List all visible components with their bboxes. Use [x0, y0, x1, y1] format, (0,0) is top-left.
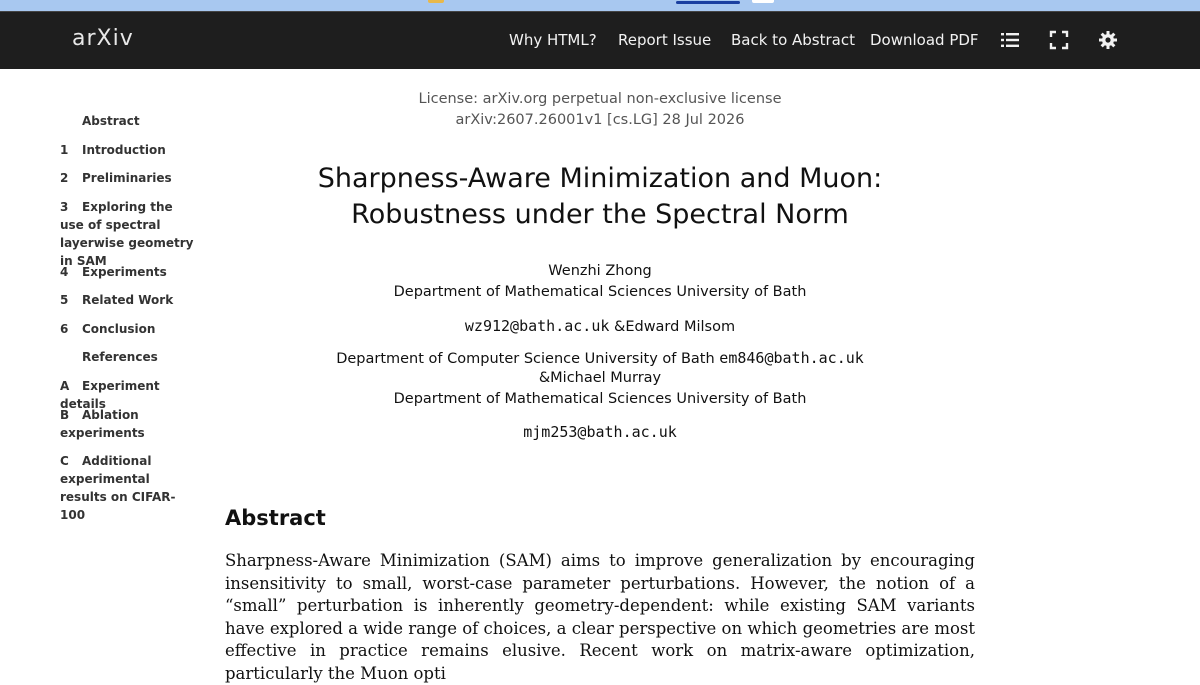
toc-item-spectral-geometry[interactable]	[60, 198, 200, 270]
author2-email[interactable]: em846@bath.ac.uk	[719, 349, 864, 367]
toc-label: Introduction	[82, 143, 166, 157]
author1-name: Wenzhi Zhong	[548, 263, 652, 279]
toc-list-icon[interactable]	[1000, 30, 1020, 50]
title-line-2: Robustness under the Spectral Norm	[351, 199, 849, 230]
toc-label: Related Work	[82, 293, 174, 307]
author1-affiliation: Department of Mathematical Sciences University of Bath	[393, 284, 807, 300]
settings-icon[interactable]	[1098, 30, 1118, 50]
toc-num: 3	[60, 200, 69, 214]
toc-label: Exploring the use of spectral layerwise geometry in SAM	[60, 200, 194, 268]
author1-email-row	[225, 317, 975, 335]
toc-label: Abstract	[82, 114, 140, 128]
toc-num: 4	[60, 265, 69, 279]
abstract-heading: Abstract	[225, 506, 326, 530]
banner-link-underline[interactable]	[676, 1, 740, 4]
toc-item-related-work[interactable]	[60, 291, 200, 309]
toc-item-introduction[interactable]	[60, 141, 200, 159]
license-line[interactable]: License: arXiv.org perpetual non-exclusive license	[418, 91, 782, 107]
author3-name: &Michael Murray	[538, 370, 662, 386]
author1-email[interactable]: wz912@bath.ac.uk	[464, 317, 610, 335]
toc-item-ablation[interactable]	[60, 406, 200, 442]
download-pdf-link[interactable]: Download PDF	[870, 31, 979, 49]
report-issue-link[interactable]: Report Issue	[618, 31, 712, 49]
fullscreen-icon[interactable]	[1049, 30, 1069, 50]
toc-item-references[interactable]	[60, 348, 200, 366]
toc-item-cifar100[interactable]	[60, 452, 200, 524]
toc-label: References	[82, 350, 158, 364]
arxiv-id-line: arXiv:2607.26001v1 [cs.LG] 28 Jul 2026	[455, 112, 745, 128]
toc-item-conclusion[interactable]	[60, 320, 200, 338]
browser-banner	[0, 0, 1200, 11]
toc-num: C	[60, 454, 69, 468]
author2-affiliation-row	[225, 349, 975, 367]
toc-num: B	[60, 408, 70, 422]
toc-item-preliminaries[interactable]	[60, 169, 200, 187]
toc-num: A	[60, 379, 70, 393]
banner-emoji-icon	[428, 0, 444, 3]
toc-label: Ablation experiments	[60, 408, 145, 440]
toc-label: Conclusion	[82, 322, 156, 336]
toc-num: 2	[60, 171, 69, 185]
author3-email[interactable]: mjm253@bath.ac.uk	[523, 423, 677, 441]
toc-label: Additional experimental results on CIFAR-100	[60, 454, 176, 522]
toc-num: 5	[60, 293, 69, 307]
author3-email-row	[225, 423, 975, 441]
title-line-1: Sharpness-Aware Minimization and Muon:	[317, 163, 883, 194]
toc-label: Experiments	[82, 265, 167, 279]
toc-num: 1	[60, 143, 69, 157]
why-html-link[interactable]: Why HTML?	[509, 31, 597, 49]
abstract-text: Sharpness-Aware Minimization (SAM) aims to improve generalization by encouraging insensitivity to small, worst-case parameter perturbations. However, the notion of a “small” perturbation is inherently geometry-dependent: while existing SAM variants have explored a wide range of choices, a clear perspective on which geometries are most effective in practice remains elusive. Recent work on matrix-aware optimization, particularly the Muon opti	[225, 551, 975, 683]
author2-affiliation: Department of Computer Science University of Bath	[336, 351, 715, 367]
paper-title	[225, 161, 975, 233]
top-navbar	[0, 11, 1200, 69]
author2-name: &Edward Milsom	[614, 319, 736, 335]
toc-label: Preliminaries	[82, 171, 172, 185]
toc-item-abstract[interactable]	[60, 112, 200, 130]
back-to-abstract-link[interactable]: Back to Abstract	[731, 31, 855, 49]
arxiv-logo[interactable]	[72, 26, 134, 51]
toc-item-experiments[interactable]	[60, 263, 200, 281]
author3-affiliation: Department of Mathematical Sciences University of Bath	[393, 391, 807, 407]
toc-label: Experiment details	[60, 379, 160, 411]
toc-num: 6	[60, 322, 69, 336]
banner-close-icon[interactable]	[752, 0, 774, 3]
logo-text: arXiv	[72, 26, 134, 51]
